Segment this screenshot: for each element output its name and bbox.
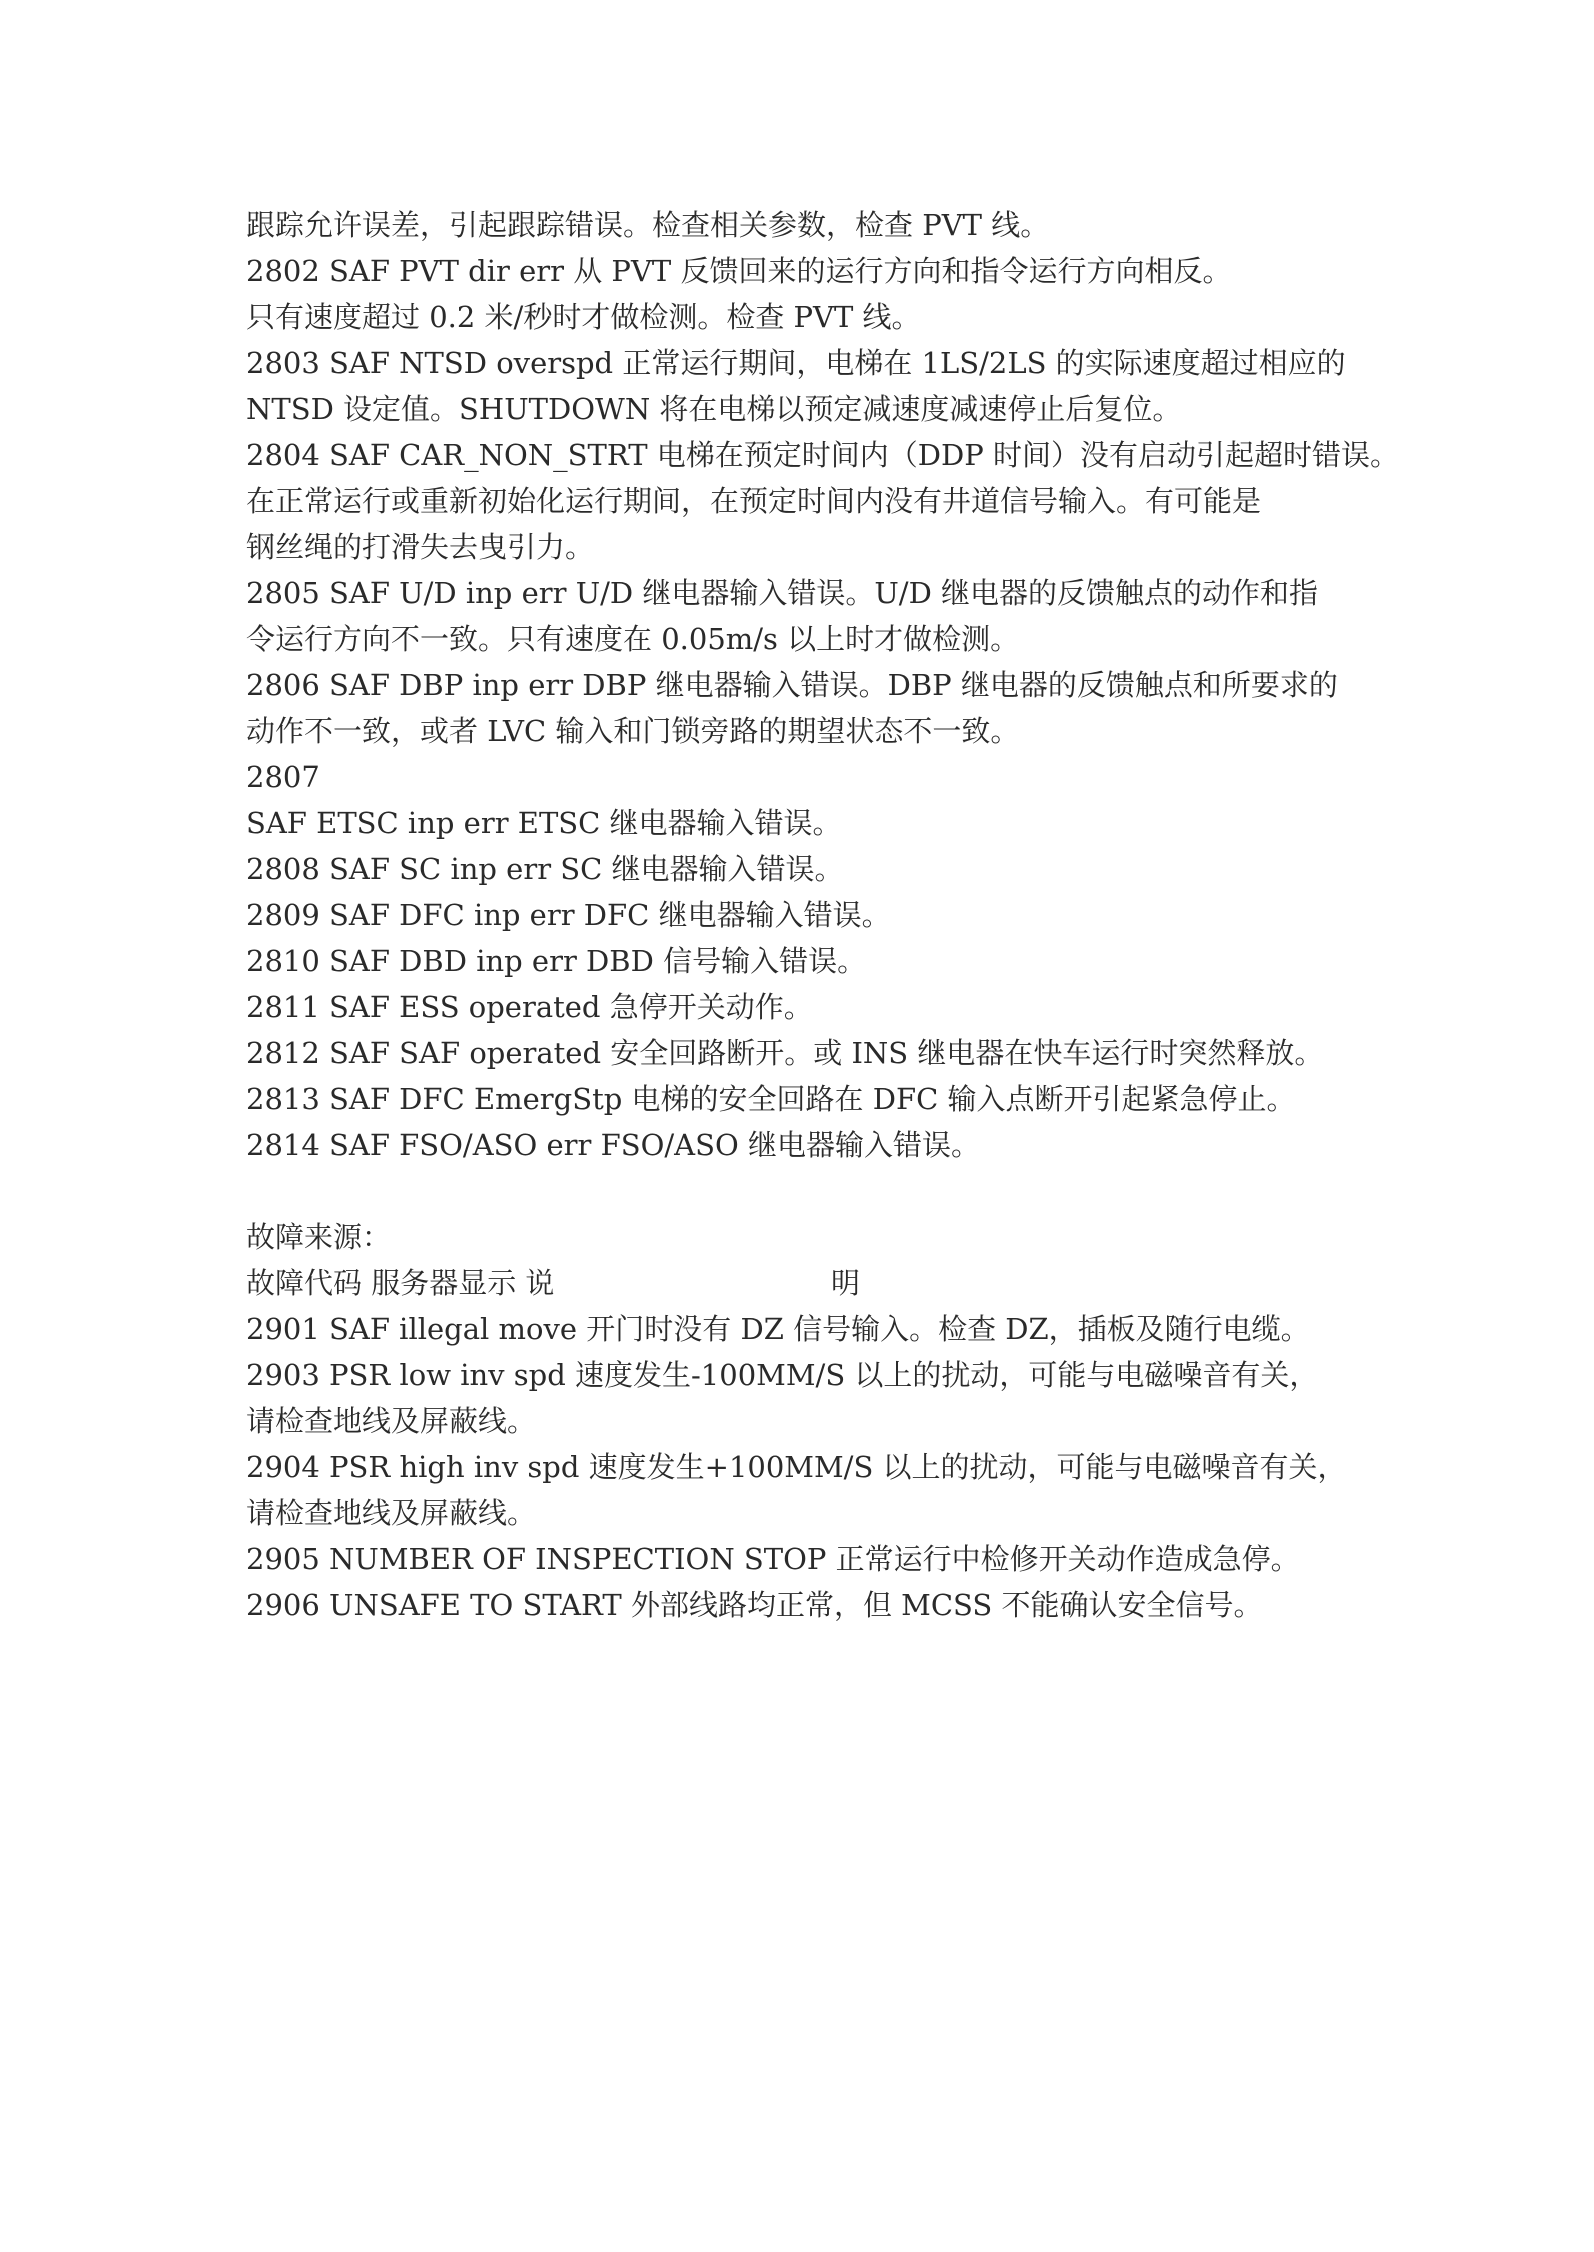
text-line: 请检查地线及屏蔽线。	[246, 1496, 537, 1530]
text-line: NTSD 设定值。SHUTDOWN 将在电梯以预定减速度减速停止后复位。	[246, 392, 1182, 426]
fault-2807-code: 2807	[246, 760, 320, 794]
fault-2802-line: 2802 SAF PVT dir err 从 PVT 反馈回来的运行方向和指令运行方向相反。	[246, 254, 1232, 288]
text-line: 在正常运行或重新初始化运行期间，在预定时间内没有井道信号输入。有可能是	[246, 484, 1262, 518]
fault-2810-line: 2810 SAF DBD inp err DBD 信号输入错误。	[246, 944, 867, 978]
text-line: 动作不一致，或者 LVC 输入和门锁旁路的期望状态不一致。	[246, 714, 1020, 748]
fault-2901-line: 2901 SAF illegal move 开门时没有 DZ 信号输入。检查 DZ，插板及随行电缆。	[246, 1312, 1310, 1346]
text-line: 请检查地线及屏蔽线。	[246, 1404, 537, 1438]
fault-2807-line: SAF ETSC inp err ETSC 继电器输入错误。	[246, 806, 842, 840]
fault-2812-line: 2812 SAF SAF operated 安全回路断开。或 INS 继电器在快车运行时突然释放。	[246, 1036, 1324, 1070]
fault-2804-line: 2804 SAF CAR_NON_STRT 电梯在预定时间内（DDP 时间）没有启动引起超时错误。	[246, 438, 1399, 472]
section-heading: 故障来源：	[246, 1220, 392, 1254]
text-line: 钢丝绳的打滑失去曳引力。	[246, 530, 595, 564]
fault-2904-line: 2904 PSR high inv spd 速度发生+100MM/S 以上的扰动，可能与电磁噪音有关，	[246, 1450, 1347, 1484]
table-header-line: 故障代码 服务器显示 说 明	[246, 1266, 860, 1300]
fault-2814-line: 2814 SAF FSO/ASO err FSO/ASO 继电器输入错误。	[246, 1128, 980, 1162]
text-line: 跟踪允许误差，引起跟踪错误。检查相关参数，检查 PVT 线。	[246, 208, 1050, 242]
fault-2803-line: 2803 SAF NTSD overspd 正常运行期间，电梯在 1LS/2LS 的实际速度超过相应的	[246, 346, 1346, 380]
fault-2811-line: 2811 SAF ESS operated 急停开关动作。	[246, 990, 813, 1024]
fault-2906-line: 2906 UNSAFE TO START 外部线路均正常，但 MCSS 不能确认安全信号。	[246, 1588, 1263, 1622]
fault-2805-line: 2805 SAF U/D inp err U/D 继电器输入错误。U/D 继电器的反馈触点的动作和指	[246, 576, 1319, 610]
fault-2903-line: 2903 PSR low inv spd 速度发生-100MM/S 以上的扰动，可能与电磁噪音有关，	[246, 1358, 1319, 1392]
fault-2813-line: 2813 SAF DFC EmergStp 电梯的安全回路在 DFC 输入点断开引起紧急停止。	[246, 1082, 1296, 1116]
fault-2809-line: 2809 SAF DFC inp err DFC 继电器输入错误。	[246, 898, 891, 932]
document-body	[246, 202, 1399, 1628]
text-line: 令运行方向不一致。只有速度在 0.05m/s 以上时才做检测。	[246, 622, 1020, 656]
text-line: 只有速度超过 0.2 米/秒时才做检测。检查 PVT 线。	[246, 300, 921, 334]
fault-2905-line: 2905 NUMBER OF INSPECTION STOP 正常运行中检修开关动作造成急停。	[246, 1542, 1300, 1576]
fault-2808-line: 2808 SAF SC inp err SC 继电器输入错误。	[246, 852, 844, 886]
fault-2806-line: 2806 SAF DBP inp err DBP 继电器输入错误。DBP 继电器的反馈触点和所要求的	[246, 668, 1338, 702]
section-spacer	[246, 1168, 1356, 1214]
